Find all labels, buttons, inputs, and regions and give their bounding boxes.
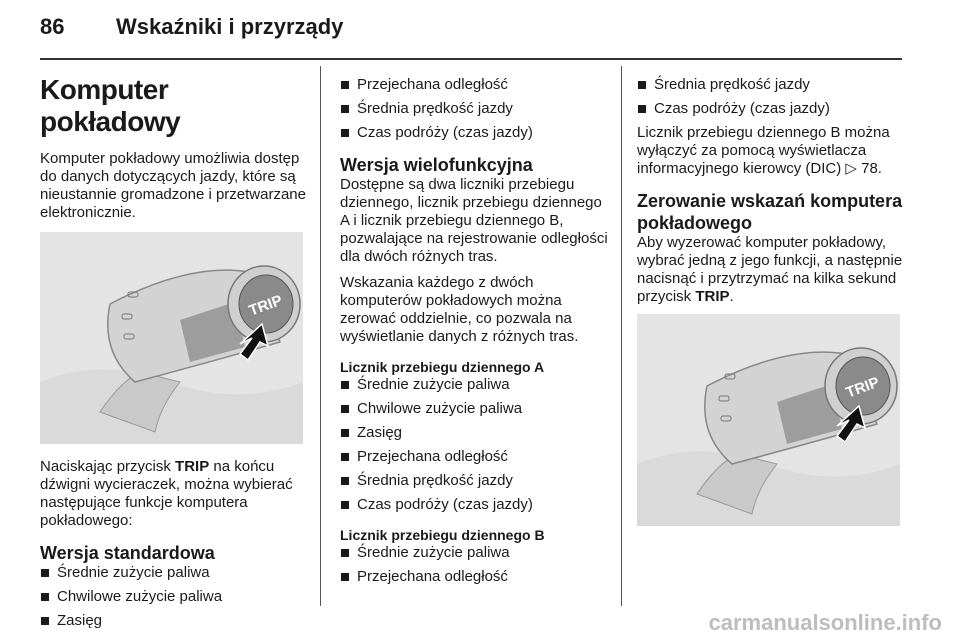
trip-label: TRIP (246, 291, 285, 320)
subsection-heading: Zerowanie wskazań komputera pokładowego (637, 191, 903, 233)
column-1 (40, 66, 308, 636)
standard-function-list (40, 564, 308, 630)
trip-b-list-continued (637, 76, 912, 118)
column-3 (637, 66, 912, 540)
standard-function-list-continued (340, 76, 610, 142)
list-item: Przejechana odległość (340, 448, 610, 466)
list-item: Średnia prędkość jazdy (340, 472, 610, 490)
list-item: Czas podróży (czas jazdy) (637, 100, 912, 118)
trip-a-list (340, 376, 610, 514)
column-divider (320, 66, 321, 606)
list-item: Czas podróży (czas jazdy) (340, 124, 610, 142)
instruction-paragraph: Naciskając przycisk TRIP na końcu dźwigni wycieraczek, można wybierać następujące funkcje komputera pokładowego: (40, 458, 293, 529)
trip-label: TRIP (843, 373, 882, 402)
multifunction-paragraph: Dostępne są dwa liczniki przebiegu dziennego, licznik przebiegu dziennego A i licznik przebiegu dziennego B, pozwalające na rejestrowanie odległości dla dwóch różnych tras. (340, 176, 608, 265)
wiper-lever-illustration (40, 232, 303, 444)
list-item: Średnia prędkość jazdy (340, 100, 610, 118)
list-item: Średnia prędkość jazdy (637, 76, 912, 94)
column-divider (621, 66, 622, 606)
reset-instruction-paragraph: Aby wyzerować komputer pokładowy, wybrać jedną z jego funkcji, a następnie nacisnąć i przytrzymać na kilka sekund przycisk TRIP. (637, 234, 903, 305)
watermark: carmanualsonline.info (708, 610, 942, 635)
section-heading: Komputer pokładowy (40, 74, 181, 137)
intro-paragraph: Komputer pokładowy umożliwia dostęp do danych dotyczących jazdy, które są nieustannie gromadzone i przetwarzane elektronicznie. (40, 150, 306, 221)
subsection-heading: Wersja wielofunkcyjna (340, 155, 533, 175)
subsection-heading: Wersja standardowa (40, 543, 215, 563)
list-item: Chwilowe zużycie paliwa (40, 588, 308, 606)
page-number: 86 (40, 14, 65, 39)
list-item: Zasięg (40, 612, 308, 630)
trip-a-heading: Licznik przebiegu dziennego A (340, 359, 545, 375)
list-item: Czas podróży (czas jazdy) (340, 496, 610, 514)
header-rule (40, 58, 902, 60)
trip-button-figure (637, 314, 900, 526)
reset-info-paragraph: Wskazania każdego z dwóch komputerów pokładowych można zerować oddzielnie, co pozwala na wyświetlanie danych z różnych tras. (340, 274, 579, 345)
list-item: Przejechana odległość (340, 568, 610, 586)
list-item: Średnie zużycie paliwa (340, 376, 610, 394)
dic-paragraph: Licznik przebiegu dziennego B można wyłączyć za pomocą wyświetlacza informacyjnego kierowcy (DIC) ▷ 78. (637, 124, 890, 177)
trip-button-ref: TRIP (695, 288, 730, 305)
list-item: Średnie zużycie paliwa (340, 544, 610, 562)
page-ref-arrow-icon: ▷ (845, 160, 857, 177)
trip-b-list (340, 544, 610, 586)
wiper-lever-illustration (637, 314, 900, 526)
list-item: Zasięg (340, 424, 610, 442)
list-item: Chwilowe zużycie paliwa (340, 400, 610, 418)
trip-button-ref: TRIP (175, 458, 210, 475)
list-item: Średnie zużycie paliwa (40, 564, 308, 582)
page-ref: 78 (861, 160, 878, 177)
column-2 (340, 66, 610, 592)
running-title: Wskaźniki i przyrządy (116, 14, 344, 39)
list-item: Przejechana odległość (340, 76, 610, 94)
trip-b-heading: Licznik przebiegu dziennego B (340, 527, 545, 543)
trip-button-figure (40, 232, 303, 444)
